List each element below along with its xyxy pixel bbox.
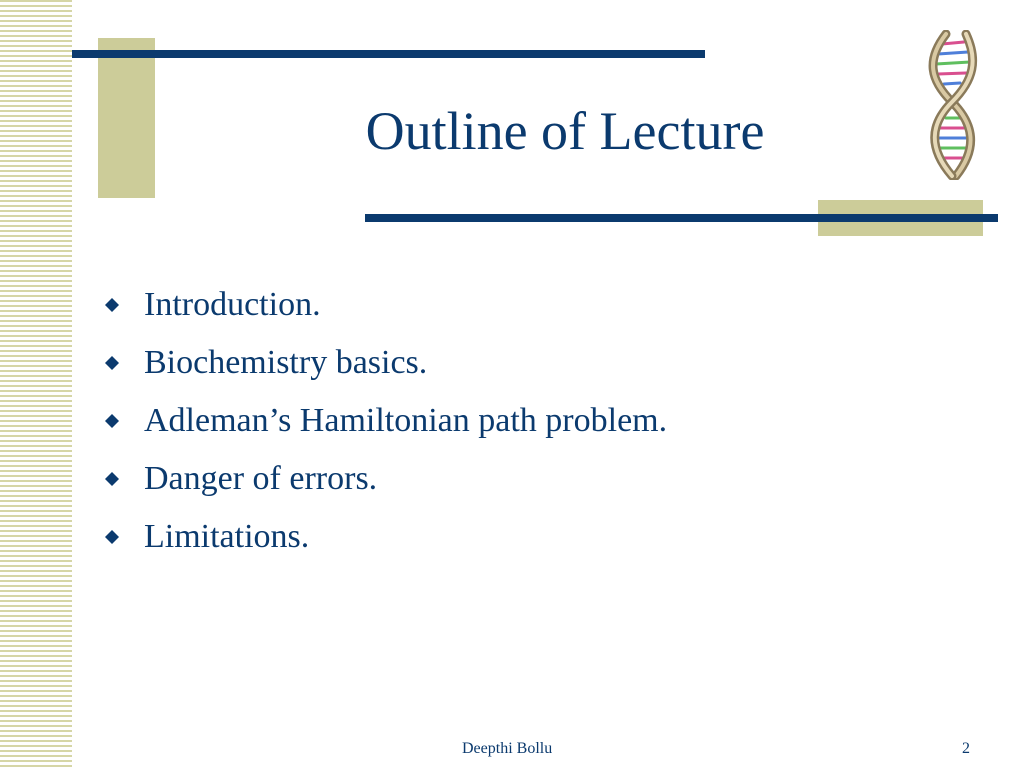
page-number: 2 bbox=[962, 740, 970, 757]
dna-helix-icon bbox=[912, 30, 992, 180]
navy-rule-bottom bbox=[365, 214, 998, 222]
bullet-text: Introduction. bbox=[144, 286, 321, 323]
bullet-text: Adleman’s Hamiltonian path problem. bbox=[144, 402, 668, 439]
diamond-bullet-icon bbox=[104, 297, 120, 313]
diamond-bullet-icon bbox=[104, 529, 120, 545]
bullet-text: Limitations. bbox=[144, 518, 310, 555]
slide-title: Outline of Lecture bbox=[365, 101, 765, 161]
navy-rule-top bbox=[72, 50, 705, 58]
bullet-text: Biochemistry basics. bbox=[144, 344, 428, 381]
diamond-bullet-icon bbox=[104, 355, 120, 371]
tan-accent-block-top bbox=[98, 38, 155, 198]
left-stripe-decoration bbox=[0, 0, 72, 768]
bullet-text: Danger of errors. bbox=[144, 460, 378, 497]
footer-author: Deepthi Bollu bbox=[462, 740, 553, 757]
diamond-bullet-icon bbox=[104, 471, 120, 487]
diamond-bullet-icon bbox=[104, 413, 120, 429]
